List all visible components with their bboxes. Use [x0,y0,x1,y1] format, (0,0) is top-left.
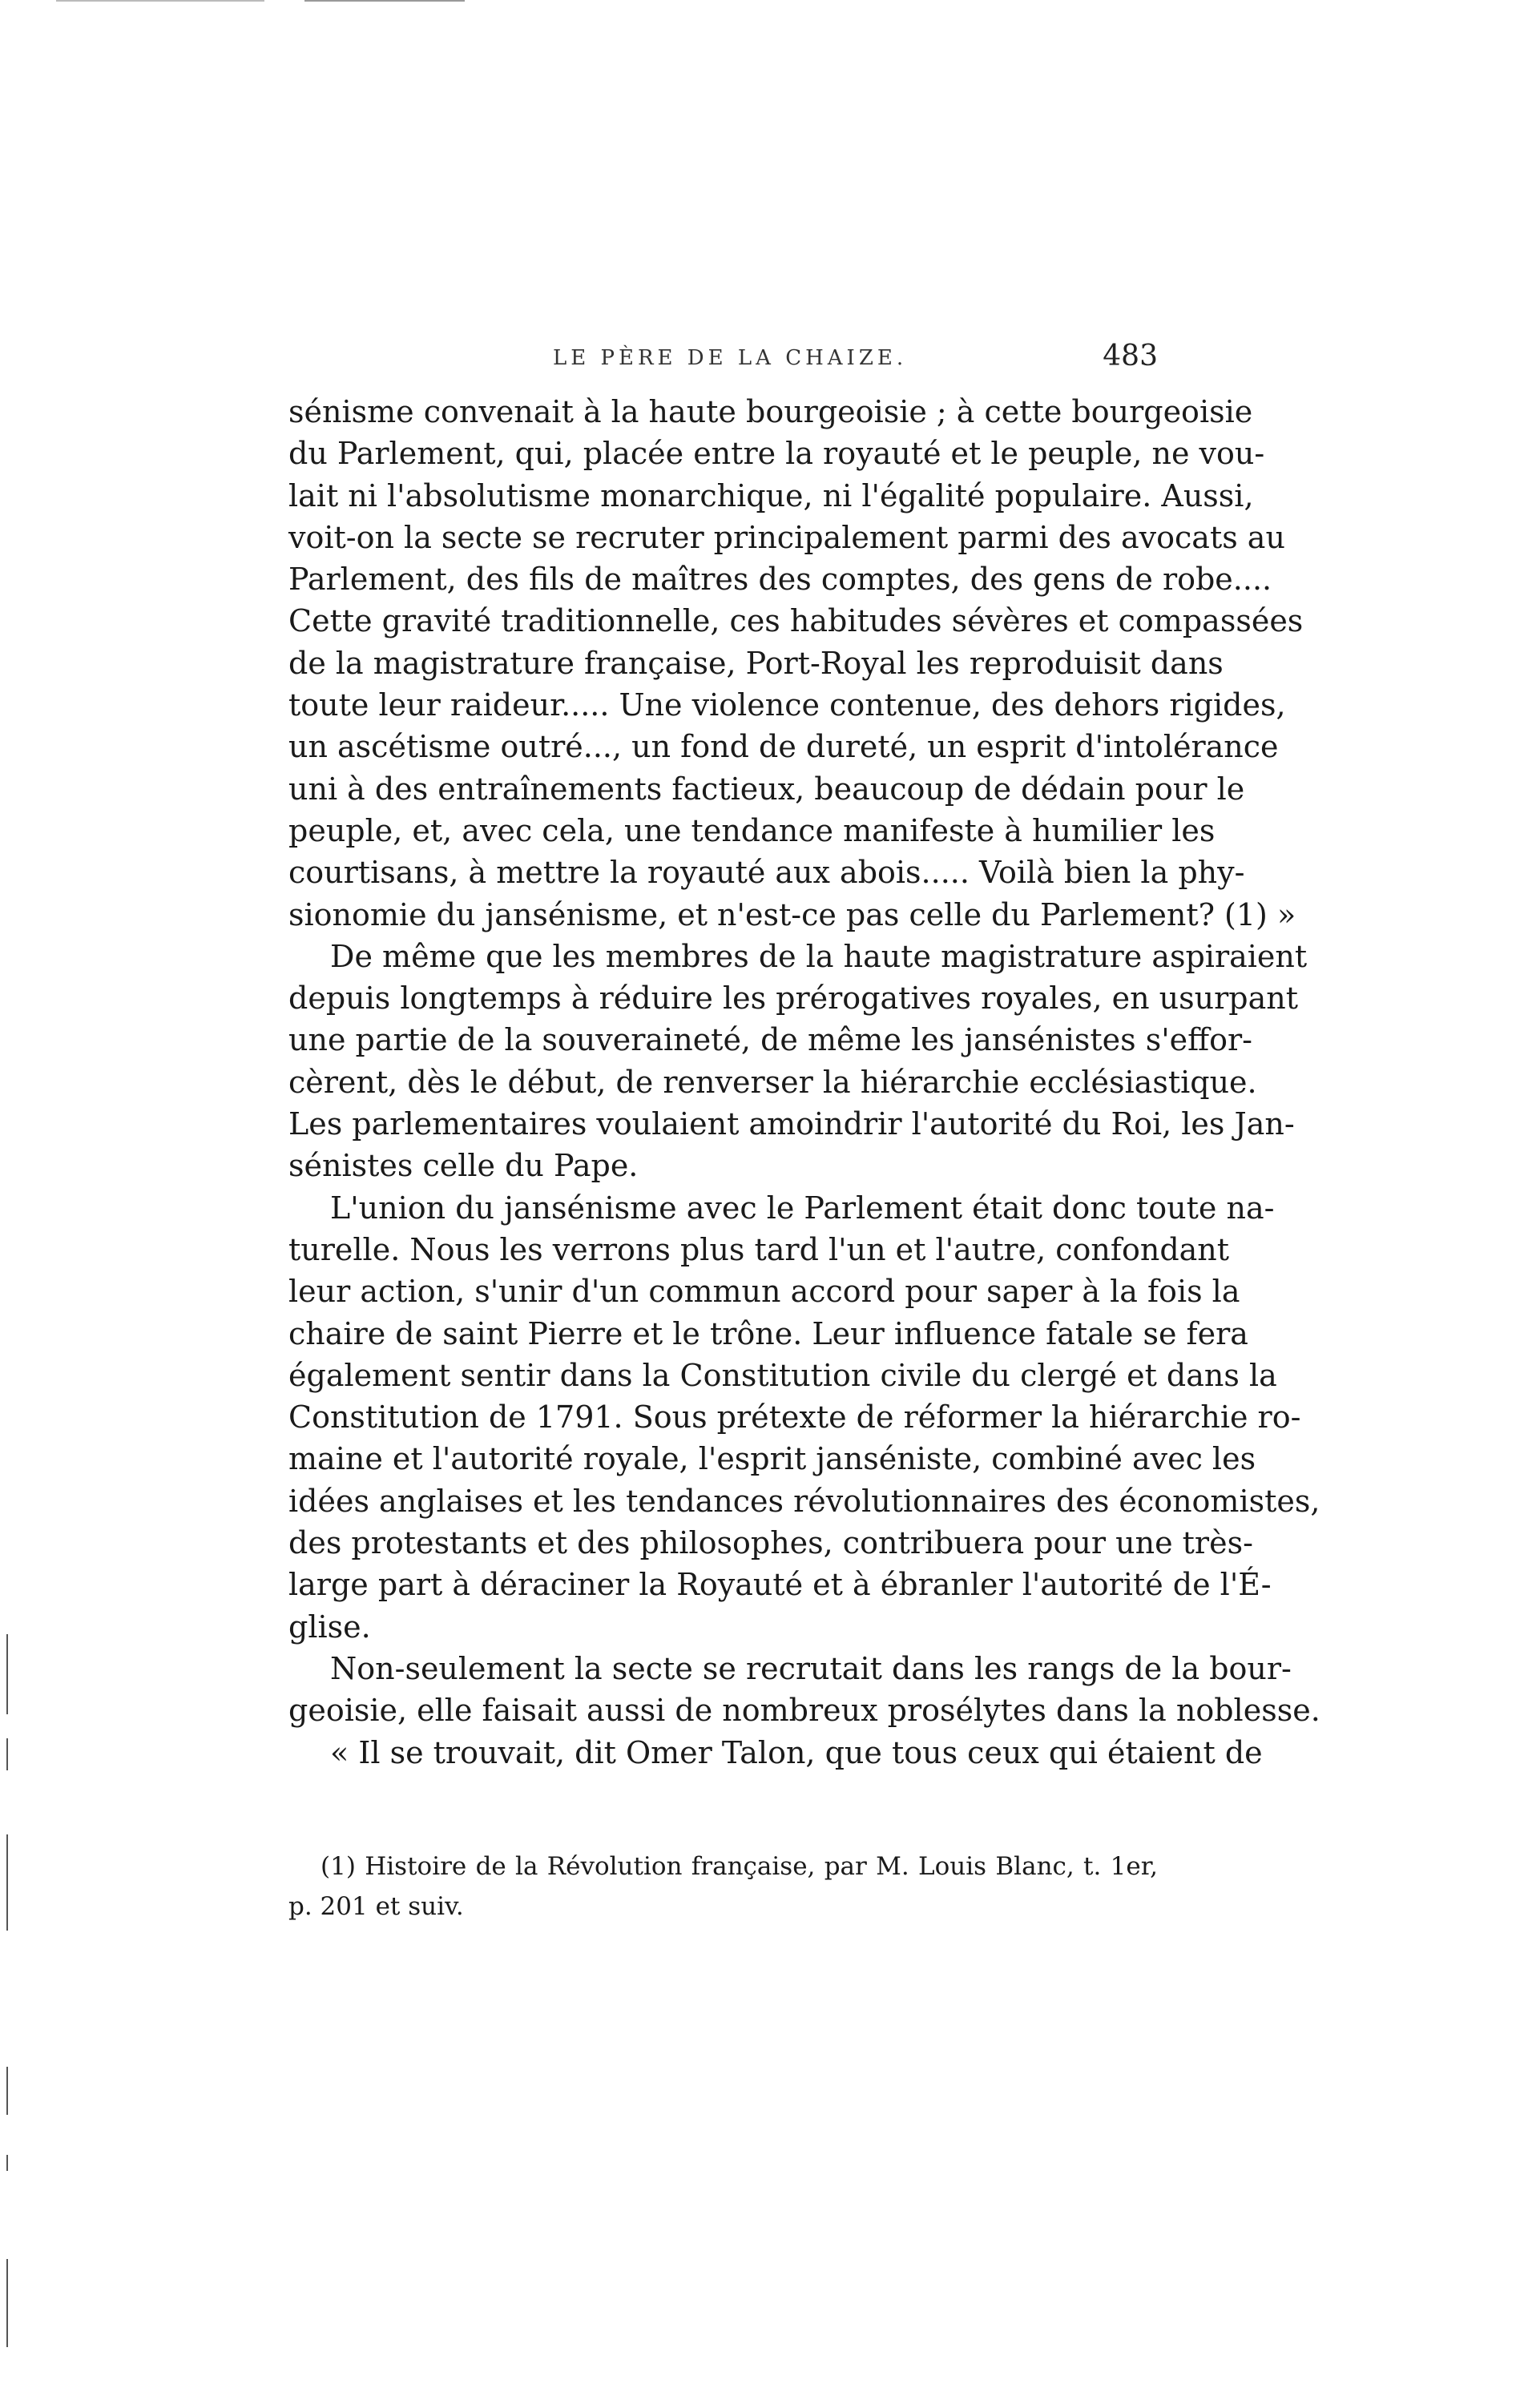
paragraph-start-line: Non-seulement la secte se recrutait dans les rangs de la bour- [330,1650,1292,1686]
text-line: uni à des entraînements factieux, beaucoup de dédain pour le [288,771,1245,807]
scan-edge-mark [6,1738,8,1770]
paragraph-start-line: De même que les membres de la haute magistrature aspiraient [330,938,1308,974]
text-line: une partie de la souveraineté, de même les jansénistes s'effor- [288,1022,1253,1058]
text-line: large part à déraciner la Royauté et à ébranler l'autorité de l'É- [288,1567,1272,1603]
scan-edge-mark [56,0,264,2]
text-line: Les parlementaires voulaient amoindrir l'autorité du Roi, les Jan- [288,1106,1295,1142]
text-line: Parlement, des fils de maîtres des comptes, des gens de robe.... [288,562,1272,598]
text-line: sénisme convenait à la haute bourgeoisie ; à cette bourgeoisie [288,394,1253,429]
scan-edge-mark [304,0,465,2]
scan-edge-mark [6,2067,8,2115]
text-line: turelle. Nous les verrons plus tard l'un et l'autre, confondant [288,1231,1230,1267]
text-line: voit-on la secte se recruter principalement parmi des avocats au [288,519,1285,555]
text-line: courtisans, à mettre la royauté aux abois..... Voilà bien la phy- [288,855,1245,891]
text-line: cèrent, dès le début, de renverser la hiérarchie ecclésiastique. [288,1064,1257,1100]
text-line: lait ni l'absolutisme monarchique, ni l'égalité populaire. Aussi, [288,477,1254,513]
text-line: Constitution de 1791. Sous prétexte de réformer la hiérarchie ro- [288,1399,1301,1436]
scan-edge-mark [6,2259,8,2347]
text-line: des protestants et des philosophes, contribuera pour une très- [288,1525,1253,1561]
text-line: sionomie du jansénisme, et n'est-ce pas celle du Parlement? (1) » [288,896,1296,932]
body-text [288,391,1320,1774]
paragraph-end-line: sénistes celle du Pape. [288,1148,639,1184]
footnote [288,1846,1158,1927]
text-line: idées anglaises et les tendances révolutionnaires des économistes, [288,1483,1320,1519]
text-line: geoisie, elle faisait aussi de nombreux prosélytes dans la noblesse. [288,1693,1320,1729]
text-line: Cette gravité traditionnelle, ces habitudes sévères et compassées [288,603,1304,639]
text-line: du Parlement, qui, placée entre la royauté et le peuple, ne vou- [288,436,1265,472]
text-line: également sentir dans la Constitution civile du clergé et dans la [288,1357,1277,1393]
paragraph-start-line: L'union du jansénisme avec le Parlement était donc toute na- [330,1190,1275,1226]
running-title: LE PÈRE DE LA CHAIZE. [553,346,908,370]
text-line: leur action, s'unir d'un commun accord pour saper à la fois la [288,1274,1240,1310]
page-header [288,336,1158,385]
text-line: toute leur raideur..... Une violence contenue, des dehors rigides, [288,687,1286,723]
footnote-line: p. 201 et suiv. [288,1892,464,1921]
paragraph-start-line: « Il se trouvait, dit Omer Talon, que tous ceux qui étaient de [330,1734,1263,1770]
scan-edge-mark [6,1634,8,1714]
text-line: de la magistrature française, Port-Royal les reproduisit dans [288,645,1224,681]
footnote-line: (1) Histoire de la Révolution française, par M. Louis Blanc, t. 1er, [321,1852,1158,1881]
scan-edge-mark [6,1834,8,1931]
text-line: maine et l'autorité royale, l'esprit janséniste, combiné avec les [288,1441,1256,1477]
paragraph-end-line: glise. [288,1609,371,1645]
scan-edge-mark [6,2155,8,2171]
page-number: 483 [1103,340,1158,372]
text-line: chaire de saint Pierre et le trône. Leur influence fatale se fera [288,1315,1248,1351]
text-line: peuple, et, avec cela, une tendance manifeste à humilier les [288,812,1216,848]
text-line: depuis longtemps à réduire les prérogatives royales, en usurpant [288,981,1298,1017]
text-line: un ascétisme outré..., un fond de dureté, un esprit d'intolérance [288,729,1279,765]
